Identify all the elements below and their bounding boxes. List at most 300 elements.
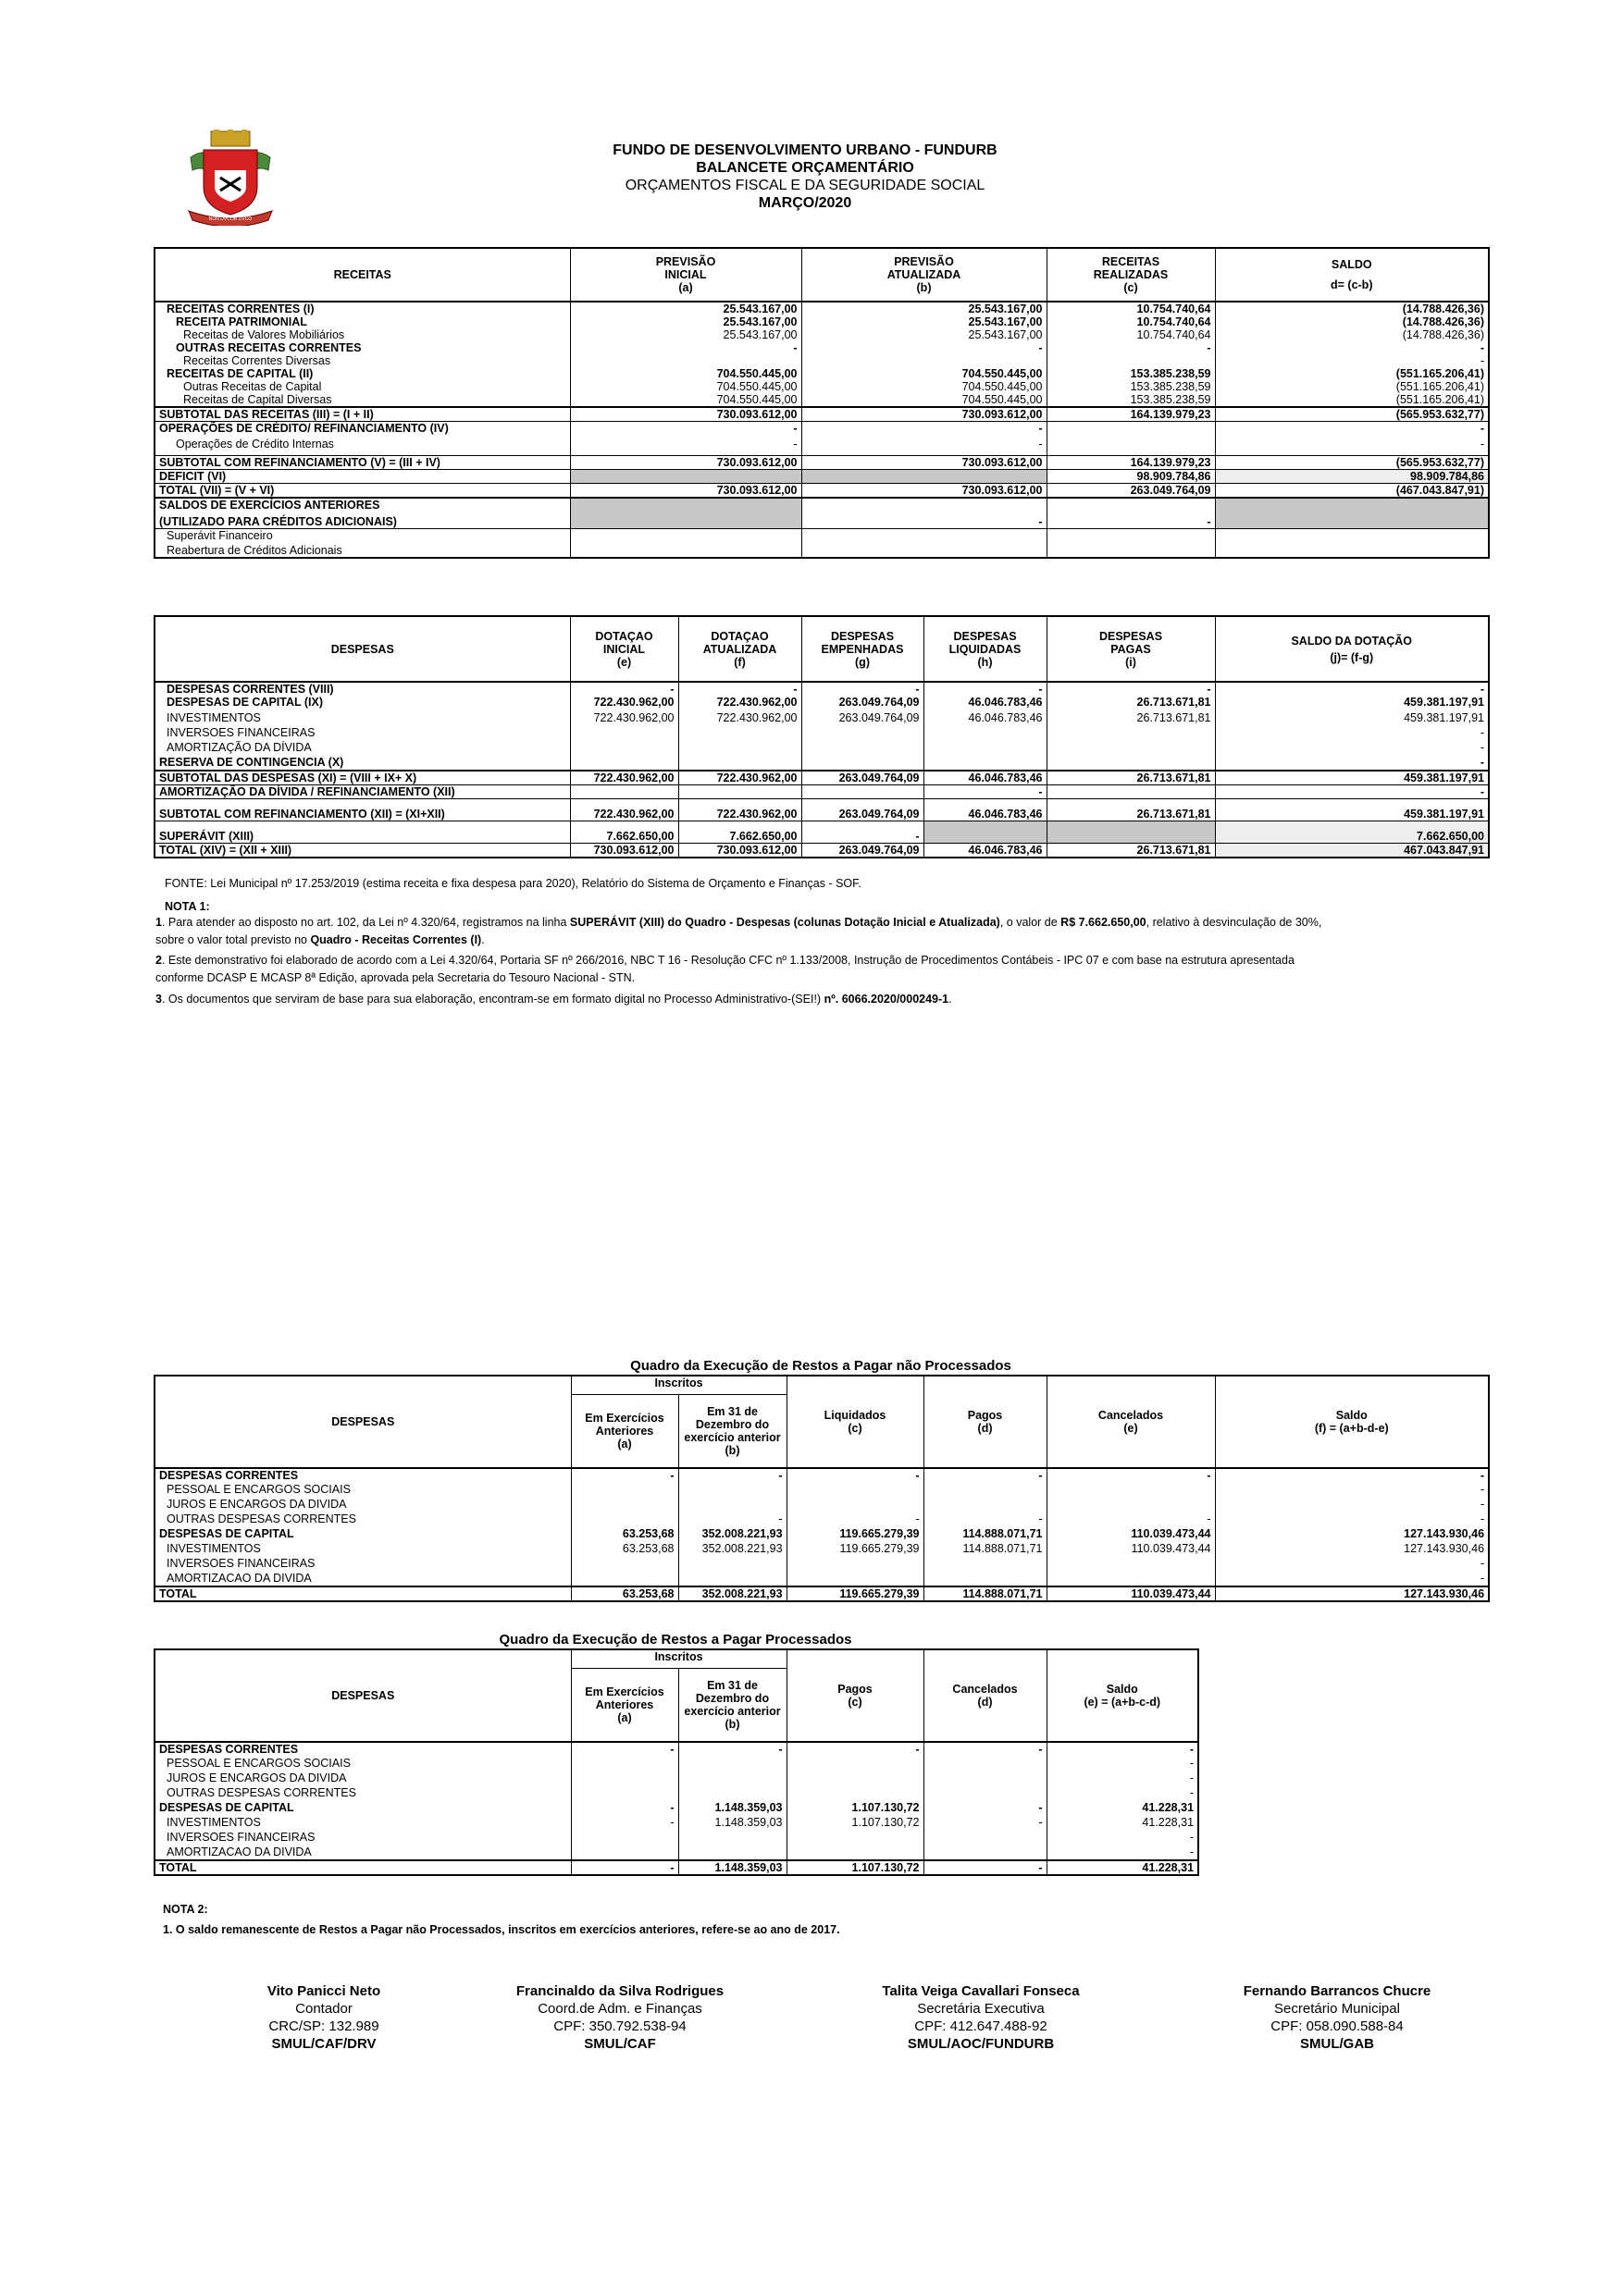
row-label: OUTRAS RECEITAS CORRENTES [176,341,362,354]
cell-value: - [1047,682,1215,696]
row-label: TOTAL [155,1860,571,1875]
row-label: (UTILIZADO PARA CRÉDITOS ADICIONAIS) [159,514,397,528]
restos-a-pagar-nao-processados-table [154,1375,1490,1602]
cell-value: - [570,422,801,438]
cell-value: (551.165.206,41) [1215,380,1489,393]
cell-value: 722.430.962,00 [570,771,678,785]
signature-block [842,1982,1120,2053]
cell-value [570,498,801,512]
col-saldo: SALDO d= (c-b) [1215,248,1489,302]
cell-value [787,1786,923,1801]
col-despesas: DESPESAS [155,616,570,682]
cell-value [678,1572,787,1586]
cell-value [678,1786,787,1801]
table-row [155,821,1489,844]
table-row [155,302,1489,315]
cell-value: 26.713.671,81 [1047,711,1215,726]
cell-value: 352.008.221,93 [678,1586,787,1601]
cell-value [1047,726,1215,741]
cell-value [571,1557,678,1572]
cell-value: 1.148.359,03 [678,1801,787,1816]
cell-value: 467.043.847,91 [1215,844,1489,858]
cell-value: - [923,1742,1047,1757]
row-label: SUPERÁVIT (XIII) [155,821,570,844]
cell-value: - [1215,1483,1489,1498]
signer-doc: CRC/SP: 132.989 [268,2018,379,2034]
rpp-inscritos-row [155,1649,1198,1668]
cell-value: 730.093.612,00 [570,407,801,422]
cell-value [801,726,923,741]
cell-value [923,1845,1047,1860]
cell-value [801,354,1047,367]
cell-value [801,785,923,799]
cell-value [570,726,678,741]
col-cancelados: Cancelados (d) [923,1649,1047,1742]
cell-value [678,1845,787,1860]
table-row [155,1498,1489,1512]
cell-value: 26.713.671,81 [1047,771,1215,785]
cell-value: 63.253,68 [571,1586,678,1601]
cell-value: 722.430.962,00 [678,711,801,726]
table-row [155,785,1489,799]
receitas-table [154,247,1490,559]
cell-value: 263.049.764,09 [1047,484,1215,499]
col-dotacao-atualizada: DOTAÇAO ATUALIZADA (f) [678,616,801,682]
col-previsao-atualizada: PREVISÃO ATUALIZADA (b) [801,248,1047,302]
nota1-paragraph-2: 2. Este demonstrativo foi elaborado de acordo com a Lei 4.320/64, Portaria SF nº 266/2016, NBC T 16 - Resolução CFC nº 1.133/2008, Instrução de Procedimentos Contábeis - IPC 07 e com base na estrutura apresentada conforme DCASP E MCASP 8ª Edição, aprovada pela Secretaria do Tesouro Nacional - STN. [155,954,1295,984]
table-row [155,799,1489,821]
cell-value [1047,1572,1215,1586]
cell-value: - [678,682,801,696]
cell-value: - [1215,341,1489,354]
row-label: Superávit Financeiro [155,528,570,544]
col-dotacao-inicial: DOTAÇAO INICIAL (e) [570,616,678,682]
cell-value [787,1757,923,1771]
cell-value [1047,354,1215,367]
cell-value: - [1215,785,1489,799]
cell-value: (551.165.206,41) [1215,393,1489,407]
col-despesas-liquidadas: DESPESAS LIQUIDADAS (h) [923,616,1047,682]
row-label: RECEITAS CORRENTES (I) [167,302,315,315]
cell-value: 153.385.238,59 [1047,393,1215,407]
row-label: INVESTIMENTOS [167,1542,261,1555]
report-title: BALANCETE ORÇAMENTÁRIO [696,160,914,176]
document-header [518,142,1092,212]
cell-value: 459.381.197,91 [1215,696,1489,711]
cell-value: - [1047,1786,1198,1801]
nota1-paragraph-1: 1. Para atender ao disposto no art. 102, da Lei nº 4.320/64, registramos na linha SUPERÁVIT (XIII) do Quadro - Despesas (colunas Dotação Inicial e Atualizada), o valor de R$ 7.662.650,00, relativo à desvinculação de 30%, sobre o valor total previsto no Quadro - Receitas Correntes (I). [155,916,1322,946]
cell-value: 263.049.764,09 [801,771,923,785]
cell-value: - [1215,1512,1489,1527]
col-receitas-realizadas: RECEITAS REALIZADAS (c) [1047,248,1215,302]
nota1-paragraph-3: 3. Os documentos que serviram de base para sua elaboração, encontram-se em formato digital no Processo Administrativo-(SEI!) nº. 6066.2020/000249-1. [155,993,952,1006]
cell-value: 730.093.612,00 [570,484,801,499]
col-saldo: Saldo (f) = (a+b-d-e) [1215,1376,1489,1468]
cell-value: - [1215,422,1489,438]
row-label: DESPESAS DE CAPITAL [159,1801,294,1814]
signature-block [1198,1982,1476,2053]
cell-value: 26.713.671,81 [1047,844,1215,858]
cell-value [923,821,1047,844]
col-31-dezembro: Em 31 de Dezembro do exercício anterior (b) [678,1668,787,1742]
cell-value: 98.909.784,86 [1215,470,1489,484]
row-label: OPERAÇÕES DE CRÉDITO/ REFINANCIAMENTO (IV) [155,422,570,438]
cell-value [923,726,1047,741]
cell-value [678,1831,787,1845]
cell-value [801,528,1047,544]
cell-value: - [1047,1757,1198,1771]
cell-value: 26.713.671,81 [1047,696,1215,711]
cell-value [678,1483,787,1498]
cell-value: 127.143.930,46 [1215,1527,1489,1542]
cell-value [801,470,1047,484]
cell-value [571,1483,678,1498]
cell-value: 10.754.740,64 [1047,302,1215,315]
table-row [155,393,1489,407]
cell-value [787,1845,923,1860]
cell-value: 459.381.197,91 [1215,799,1489,821]
col-exercicios-anteriores: Em Exercícios Anteriores (a) [571,1668,678,1742]
row-label: INVESTIMENTOS [167,1816,261,1829]
cell-value: 722.430.962,00 [570,799,678,821]
cell-value: 114.888.071,71 [923,1542,1047,1557]
table-row [155,367,1489,380]
row-label: JUROS E ENCARGOS DA DIVIDA [167,1498,347,1511]
cell-value: 730.093.612,00 [678,844,801,858]
cell-value: 722.430.962,00 [570,696,678,711]
cell-value: 1.148.359,03 [678,1816,787,1831]
row-label: DESPESAS CORRENTES [159,1743,299,1756]
cell-value: - [678,1742,787,1757]
table-row [155,1757,1198,1771]
cell-value: (467.043.847,91) [1215,484,1489,499]
col-saldo: Saldo (e) = (a+b-c-d) [1047,1649,1198,1742]
cell-value: - [570,438,801,456]
cell-value: 153.385.238,59 [1047,367,1215,380]
cell-value: - [801,341,1047,354]
row-label: DESPESAS CORRENTES (VIII) [167,683,334,696]
cell-value: 730.093.612,00 [570,844,678,858]
cell-value [1215,498,1489,512]
cell-value [1215,528,1489,544]
cell-value: 46.046.783,46 [923,711,1047,726]
cell-value: - [570,341,801,354]
cell-value [571,1786,678,1801]
cell-value [570,470,801,484]
cell-value: - [801,682,923,696]
cell-value: 730.093.612,00 [801,407,1047,422]
cell-value: 459.381.197,91 [1215,711,1489,726]
cell-value: 459.381.197,91 [1215,771,1489,785]
row-label: DESPESAS DE CAPITAL (IX) [167,696,324,709]
col-liquidados: Liquidados (c) [787,1376,923,1468]
cell-value: - [1215,726,1489,741]
table-row [155,1483,1489,1498]
col-pagos: Pagos (d) [923,1376,1047,1468]
row-label: SUBTOTAL DAS RECEITAS (III) = (I + II) [155,407,570,422]
cell-value [923,1498,1047,1512]
row-label: TOTAL (XIV) = (XII + XIII) [155,844,570,858]
cell-value [571,1512,678,1527]
col-pagos: Pagos (c) [787,1649,923,1742]
cell-value: 722.430.962,00 [678,771,801,785]
cell-value [570,528,801,544]
cell-value: 1.107.130,72 [787,1801,923,1816]
cell-value [923,1786,1047,1801]
cell-value [1047,528,1215,544]
cell-value: 25.543.167,00 [801,302,1047,315]
cell-value: - [801,438,1047,456]
cell-value [923,1483,1047,1498]
table-row [155,1816,1198,1831]
restos-a-pagar-processados-table [154,1648,1199,1876]
cell-value: 10.754.740,64 [1047,315,1215,328]
cell-value [570,512,801,528]
signer-unit: SMUL/CAF/DRV [271,2036,377,2052]
report-period: MARÇO/2020 [758,195,852,211]
cell-value [1047,544,1215,558]
table-row [155,1586,1489,1601]
cell-value [1047,1483,1215,1498]
cell-value [678,1498,787,1512]
row-label: DESPESAS DE CAPITAL [159,1527,294,1540]
table-row [155,422,1489,438]
cell-value: 110.039.473,44 [1047,1586,1215,1601]
rpp-title: Quadro da Execução de Restos a Pagar Processados [499,1632,852,1648]
cell-value [923,1557,1047,1572]
table-row [155,470,1489,484]
cell-value [801,498,1047,512]
row-label: INVERSOES FINANCEIRAS [167,726,316,739]
cell-value [678,1757,787,1771]
cell-value: - [1047,512,1215,528]
row-label: Outras Receitas de Capital [183,380,322,393]
cell-value [1047,741,1215,756]
table-row [155,1845,1198,1860]
cell-value [570,354,801,367]
cell-value: 730.093.612,00 [801,456,1047,470]
cell-value: 704.550.445,00 [570,393,801,407]
cell-value [787,1572,923,1586]
row-label: RECEITA PATRIMONIAL [176,315,307,328]
cell-value: - [570,682,678,696]
cell-value: 352.008.221,93 [678,1527,787,1542]
table-row [155,328,1489,341]
fonte-note: FONTE: Lei Municipal nº 17.253/2019 (estima receita e fixa despesa para 2020), Relatório do Sistema de Orçamento e Finanças - SOF. [165,877,861,890]
sao-paulo-coat-of-arms-icon [183,130,278,226]
cell-value: - [1215,1498,1489,1512]
row-label: AMORTIZACAO DA DIVIDA [167,1845,312,1858]
signer-doc: CPF: 058.090.588-84 [1270,2018,1404,2034]
cell-value: - [571,1801,678,1816]
cell-value: 704.550.445,00 [570,367,801,380]
cell-value: - [787,1512,923,1527]
cell-value: 46.046.783,46 [923,696,1047,711]
table-row [155,696,1489,711]
cell-value [801,544,1047,558]
cell-value: 722.430.962,00 [678,696,801,711]
row-label: SUBTOTAL COM REFINANCIAMENTO (XII) = (XI+XII) [155,799,570,821]
cell-value: 704.550.445,00 [801,393,1047,407]
cell-value: (565.953.632,77) [1215,456,1489,470]
row-label: INVERSOES FINANCEIRAS [167,1831,316,1844]
signer-doc: CPF: 350.792.538-94 [553,2018,687,2034]
row-label: AMORTIZACAO DA DIVIDA [167,1572,312,1585]
cell-value: 119.665.279,39 [787,1542,923,1557]
cell-value [1047,498,1215,512]
cell-value: 114.888.071,71 [923,1586,1047,1601]
signer-name: Francinaldo da Silva Rodrigues [515,1983,725,1999]
cell-value [1047,785,1215,799]
cell-value: - [571,1816,678,1831]
cell-value: - [923,1860,1047,1875]
table-row [155,1468,1489,1483]
cell-value: - [1215,682,1489,696]
crest-motto: NON DVCOR DVCO [208,216,253,222]
cell-value: - [1215,1468,1489,1483]
row-label: PESSOAL E ENCARGOS SOCIAIS [167,1757,351,1770]
receitas-header-row [155,248,1489,302]
cell-value: (14.788.426,36) [1215,315,1489,328]
cell-value [923,741,1047,756]
cell-value: 7.662.650,00 [1215,821,1489,844]
cell-value [678,1557,787,1572]
cell-value [678,1771,787,1786]
cell-value [570,544,801,558]
cell-value [1215,544,1489,558]
cell-value: 119.665.279,39 [787,1527,923,1542]
col-cancelados: Cancelados (e) [1047,1376,1215,1468]
cell-value [787,1831,923,1845]
signature-block [481,1982,759,2053]
row-label: OUTRAS DESPESAS CORRENTES [167,1512,356,1525]
table-row [155,756,1489,771]
cell-value: 10.754.740,64 [1047,328,1215,341]
cell-value: - [1215,741,1489,756]
cell-value: - [1215,438,1489,456]
cell-value: 730.093.612,00 [570,456,801,470]
cell-value [787,1498,923,1512]
col-previsao-inicial: PREVISÃO INICIAL (a) [570,248,801,302]
signer-name: Fernando Barrancos Chucre [1243,1983,1431,1999]
table-row [155,726,1489,741]
cell-value: 114.888.071,71 [923,1527,1047,1542]
row-label: PESSOAL E ENCARGOS SOCIAIS [167,1483,351,1496]
cell-value: - [923,1816,1047,1831]
cell-value [923,1771,1047,1786]
cell-value: - [1047,1468,1215,1483]
cell-value: 63.253,68 [571,1542,678,1557]
cell-value: - [801,821,923,844]
cell-value: 98.909.784,86 [1047,470,1215,484]
cell-value [570,756,678,771]
table-row [155,456,1489,470]
cell-value: 704.550.445,00 [570,380,801,393]
cell-value: 1.148.359,03 [678,1860,787,1875]
cell-value: 7.662.650,00 [570,821,678,844]
row-label: AMORTIZAÇÃO DA DÍVIDA / REFINANCIAMENTO (XII) [155,785,570,799]
table-row [155,407,1489,422]
cell-value: - [801,512,1047,528]
table-row [155,711,1489,726]
cell-value: 127.143.930,46 [1215,1542,1489,1557]
cell-value [1215,512,1489,528]
table-row [155,1742,1198,1757]
cell-value [787,1483,923,1498]
cell-value: 352.008.221,93 [678,1542,787,1557]
cell-value: 25.543.167,00 [570,328,801,341]
row-label: Reabertura de Créditos Adicionais [167,544,342,557]
cell-value: - [923,682,1047,696]
table-row [155,741,1489,756]
cell-value: (551.165.206,41) [1215,367,1489,380]
cell-value: 119.665.279,39 [787,1586,923,1601]
cell-value: 263.049.764,09 [801,711,923,726]
cell-value: - [1047,1845,1198,1860]
cell-value: 46.046.783,46 [923,771,1047,785]
table-row [155,1527,1489,1542]
cell-value: 25.543.167,00 [570,302,801,315]
table-row [155,544,1489,558]
table-row [155,682,1489,696]
signer-unit: SMUL/AOC/FUNDURB [907,2036,1055,2052]
nota2-text: 1. O saldo remanescente de Restos a Pagar não Processados, inscritos em exercícios anteriores, refere-se ao ano de 2017. [163,1923,840,1936]
cell-value: 263.049.764,09 [801,799,923,821]
signature-block [185,1982,463,2053]
table-row [155,438,1489,456]
cell-value: 41.228,31 [1047,1860,1198,1875]
cell-value: 164.139.979,23 [1047,456,1215,470]
nota1-title: NOTA 1: [165,900,210,913]
col-31-dezembro: Em 31 de Dezembro do exercício anterior (b) [678,1394,787,1468]
cell-value [923,756,1047,771]
row-label: Receitas de Valores Mobiliários [183,328,345,341]
table-row [155,1542,1489,1557]
row-label: AMORTIZAÇÃO DA DÍVIDA [167,741,312,754]
cell-value: 25.543.167,00 [801,315,1047,328]
table-row [155,484,1489,499]
cell-value: 25.543.167,00 [801,328,1047,341]
cell-value: (14.788.426,36) [1215,302,1489,315]
cell-value: - [1215,756,1489,771]
cell-value: - [1215,1557,1489,1572]
inscritos-group: Inscritos [571,1649,787,1668]
table-row [155,1557,1489,1572]
cell-value: 46.046.783,46 [923,844,1047,858]
cell-value [787,1557,923,1572]
col-despesas-pagas: DESPESAS PAGAS (i) [1047,616,1215,682]
cell-value: - [1215,354,1489,367]
table-row [155,1831,1198,1845]
cell-value: 25.543.167,00 [570,315,801,328]
cell-value [570,785,678,799]
cell-value [571,1845,678,1860]
row-label: INVESTIMENTOS [167,711,261,724]
cell-value [1047,438,1215,456]
cell-value: - [1047,1771,1198,1786]
cell-value: 1.107.130,72 [787,1860,923,1875]
cell-value: 704.550.445,00 [801,380,1047,393]
col-receitas: RECEITAS [155,248,570,302]
cell-value [678,785,801,799]
cell-value: 153.385.238,59 [1047,380,1215,393]
table-row [155,354,1489,367]
cell-value: 110.039.473,44 [1047,1527,1215,1542]
row-label: SUBTOTAL DAS DESPESAS (XI) = (VIII + IX+ X) [155,771,570,785]
table-row [155,1572,1489,1586]
row-label: Receitas de Capital Diversas [183,393,332,406]
row-label: Operações de Crédito Internas [176,437,334,451]
